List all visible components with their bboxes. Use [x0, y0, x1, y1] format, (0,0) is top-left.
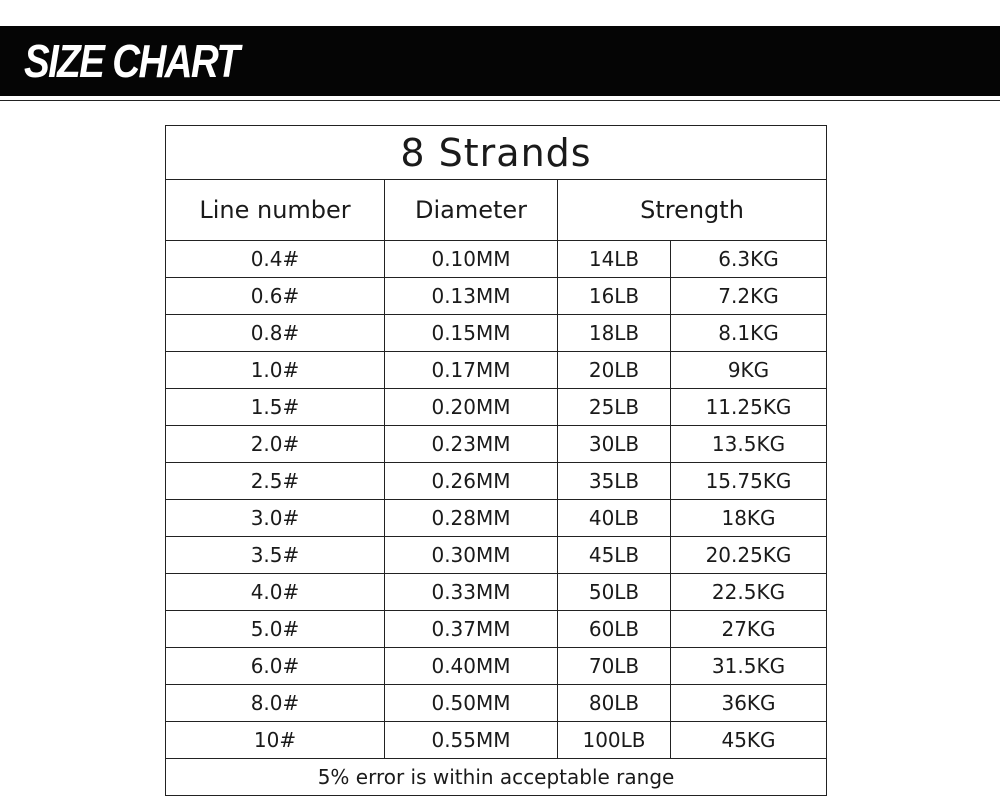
line-number-cell: 6.0#	[166, 648, 385, 685]
line-number-cell: 5.0#	[166, 611, 385, 648]
table-row	[166, 463, 827, 500]
diameter-cell: 0.17MM	[385, 352, 558, 389]
line-number-cell: 0.6#	[166, 278, 385, 315]
diameter-cell: 0.23MM	[385, 426, 558, 463]
table-row	[166, 685, 827, 722]
strength-lb-cell: 45LB	[558, 537, 671, 574]
diameter-cell: 0.37MM	[385, 611, 558, 648]
strength-lb-cell: 25LB	[558, 389, 671, 426]
line-number-cell: 10#	[166, 722, 385, 759]
strength-kg-cell: 31.5KG	[671, 648, 827, 685]
table-row	[166, 315, 827, 352]
line-number-cell: 3.0#	[166, 500, 385, 537]
strength-lb-cell: 16LB	[558, 278, 671, 315]
strength-lb-cell: 100LB	[558, 722, 671, 759]
table-row	[166, 722, 827, 759]
strength-kg-cell: 45KG	[671, 722, 827, 759]
diameter-cell: 0.26MM	[385, 463, 558, 500]
table-row	[166, 537, 827, 574]
strength-kg-cell: 22.5KG	[671, 574, 827, 611]
header-row	[166, 180, 827, 241]
diameter-cell: 0.33MM	[385, 574, 558, 611]
strength-lb-cell: 30LB	[558, 426, 671, 463]
column-header-diameter: Diameter	[385, 180, 558, 241]
diameter-cell: 0.13MM	[385, 278, 558, 315]
strength-kg-cell: 9KG	[671, 352, 827, 389]
strength-kg-cell: 18KG	[671, 500, 827, 537]
table-row	[166, 648, 827, 685]
column-header-strength: Strength	[558, 180, 827, 241]
line-number-cell: 3.5#	[166, 537, 385, 574]
footer-row	[166, 759, 827, 796]
strength-lb-cell: 80LB	[558, 685, 671, 722]
strength-kg-cell: 27KG	[671, 611, 827, 648]
strength-lb-cell: 20LB	[558, 352, 671, 389]
strength-lb-cell: 35LB	[558, 463, 671, 500]
table-row	[166, 611, 827, 648]
diameter-cell: 0.10MM	[385, 241, 558, 278]
diameter-cell: 0.30MM	[385, 537, 558, 574]
table-footnote: 5% error is within acceptable range	[166, 759, 827, 796]
diameter-cell: 0.50MM	[385, 685, 558, 722]
diameter-cell: 0.20MM	[385, 389, 558, 426]
strength-kg-cell: 7.2KG	[671, 278, 827, 315]
line-number-cell: 1.5#	[166, 389, 385, 426]
strength-kg-cell: 36KG	[671, 685, 827, 722]
table-caption: 8 Strands	[166, 126, 827, 180]
line-number-cell: 8.0#	[166, 685, 385, 722]
strength-kg-cell: 20.25KG	[671, 537, 827, 574]
banner-divider	[0, 100, 1000, 101]
diameter-cell: 0.40MM	[385, 648, 558, 685]
caption-row	[166, 126, 827, 180]
diameter-cell: 0.28MM	[385, 500, 558, 537]
table-row	[166, 426, 827, 463]
line-number-cell: 2.0#	[166, 426, 385, 463]
strength-lb-cell: 18LB	[558, 315, 671, 352]
diameter-cell: 0.15MM	[385, 315, 558, 352]
table-row	[166, 574, 827, 611]
strength-kg-cell: 11.25KG	[671, 389, 827, 426]
strength-lb-cell: 14LB	[558, 241, 671, 278]
strength-lb-cell: 50LB	[558, 574, 671, 611]
size-chart-banner	[0, 26, 1000, 96]
column-header-line-number: Line number	[166, 180, 385, 241]
strength-kg-cell: 6.3KG	[671, 241, 827, 278]
strength-lb-cell: 60LB	[558, 611, 671, 648]
banner-title: SIZE CHART	[24, 35, 239, 87]
table-body	[166, 241, 827, 759]
size-table	[165, 125, 827, 796]
line-number-cell: 1.0#	[166, 352, 385, 389]
strength-kg-cell: 13.5KG	[671, 426, 827, 463]
line-number-cell: 2.5#	[166, 463, 385, 500]
table-row	[166, 241, 827, 278]
strength-kg-cell: 8.1KG	[671, 315, 827, 352]
table-row	[166, 389, 827, 426]
strength-kg-cell: 15.75KG	[671, 463, 827, 500]
line-number-cell: 0.4#	[166, 241, 385, 278]
line-number-cell: 4.0#	[166, 574, 385, 611]
table-row	[166, 278, 827, 315]
diameter-cell: 0.55MM	[385, 722, 558, 759]
strength-lb-cell: 70LB	[558, 648, 671, 685]
table-row	[166, 500, 827, 537]
strength-lb-cell: 40LB	[558, 500, 671, 537]
table-row	[166, 352, 827, 389]
line-number-cell: 0.8#	[166, 315, 385, 352]
